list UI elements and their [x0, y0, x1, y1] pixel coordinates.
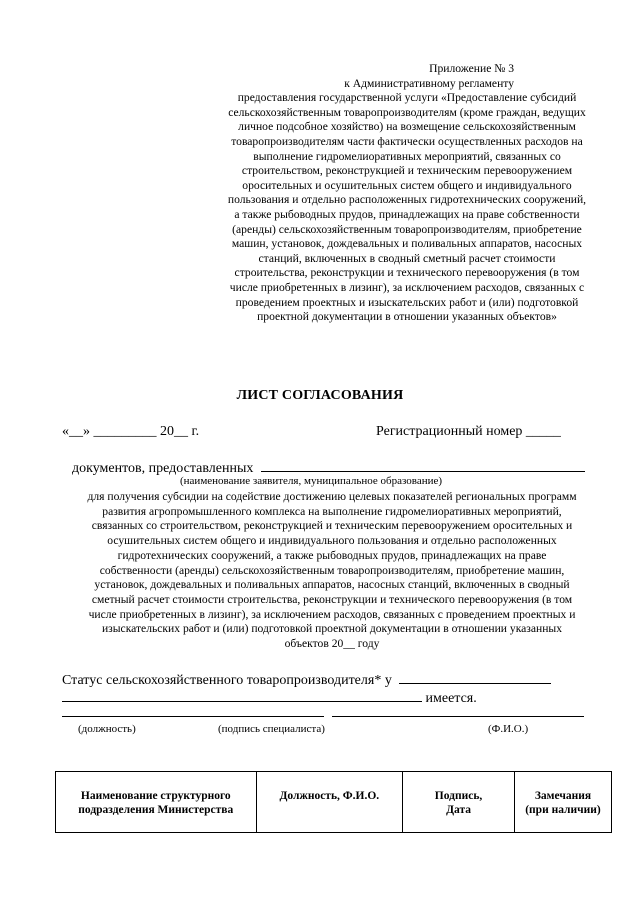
appendix-line: машин, установок, дождевальных и поливальных аппаратов, насосных: [231, 237, 583, 251]
date-field[interactable]: «__» _________ 20__ г.: [62, 424, 200, 439]
header-position-name: [256, 772, 403, 833]
subsidy-description: [52, 490, 612, 652]
appendix-header: [200, 62, 614, 325]
appendix-line: а также рыбоводных прудов, принадлежащих на праве собственности: [234, 207, 580, 221]
applicant-caption: (наименование заявителя, муниципальное образование): [180, 475, 443, 487]
header-text: Наименование структурного: [80, 790, 231, 802]
appendix-line: к Административному регламенту: [344, 76, 514, 90]
body-line: объектов 20__ году: [284, 637, 380, 651]
appendix-line: личное подсобное хозяйство) на возмещение сельскохозяйственным: [238, 120, 576, 134]
document-title: ЛИСТ СОГЛАСОВАНИЯ: [236, 388, 404, 403]
producer-status-row-2: [62, 688, 477, 707]
appendix-line: Приложение № 3: [429, 62, 514, 75]
appendix-line: проведением проектных и изыскательских работ и (или) подготовкой: [235, 295, 579, 309]
header-structural-unit: [56, 772, 257, 833]
approval-table: [55, 771, 612, 833]
appendix-line: станций, включенных в сводный сметный расчет стоимости: [258, 251, 556, 265]
header-text: подразделения Министерства: [78, 804, 234, 816]
applicant-name-input[interactable]: [261, 458, 585, 472]
header-remarks: [514, 772, 611, 833]
position-caption: (должность): [78, 723, 136, 735]
documents-label: документов, предоставленных: [72, 461, 254, 476]
appendix-line: сельскохозяйственным товаропроизводителям (кроме граждан, ведущих: [228, 105, 586, 119]
header-signature-date: [403, 772, 515, 833]
body-line: сметный расчет стоимости строительства, реконструкции и технического перевооружения (в том: [91, 592, 573, 606]
body-line: изыскательских работ и (или) подготовкой проектной документации в отношении указанных: [101, 622, 563, 636]
position-line[interactable]: [62, 716, 324, 717]
header-text: (при наличии): [525, 804, 601, 816]
header-text: Дата: [446, 804, 471, 816]
header-text: Должность, Ф.И.О.: [279, 790, 380, 802]
table-header-row: [56, 772, 612, 833]
appendix-line: числе приобретенных в лизинг), за исключением расходов, связанных с: [229, 280, 585, 294]
body-line: для получения субсидии на содействие достижению целевых показателей региональных программ: [87, 490, 577, 503]
producer-name-input[interactable]: [399, 670, 551, 684]
appendix-line: оросительных и осушительных систем общего и индивидуального: [242, 178, 572, 192]
header-text: Замечания: [534, 790, 592, 802]
appendix-line: выполнение гидромелиоративных мероприятий, связанных со: [253, 149, 561, 163]
appendix-line: (аренды) сельскохозяйственным товаропроизводителям, приобретение: [232, 222, 582, 236]
body-line: собственности (аренды) сельскохозяйственным товаропроизводителям, приобретение машин,: [99, 563, 565, 577]
appendix-line: товаропроизводителям части фактически осуществленных расходов на: [231, 134, 583, 148]
appendix-line: пользования и отдельно расположенных гидротехнических сооружений,: [227, 193, 587, 207]
body-line: осушительных систем общего и индивидуального пользования и отдельно расположенных: [107, 534, 557, 548]
status-label: Статус сельскохозяйственного товаропроизводителя* у: [62, 673, 392, 688]
signature-name-line[interactable]: [332, 716, 584, 717]
body-line: установок, дождевальных и поливальных аппаратов, насосных станций, включенных в сводный: [94, 578, 570, 592]
body-line: связанных со строительством, реконструкцией и техническим перевооружением оросительных и: [91, 519, 573, 533]
header-text: Подпись,: [434, 790, 483, 802]
producer-status-row: [62, 670, 551, 689]
body-line: гидротехнических сооружений, а также рыбоводных прудов, принадлежащих на праве: [117, 548, 547, 562]
appendix-line: строительством, реконструкцией и техническим перевооружением: [241, 164, 573, 178]
producer-status-input[interactable]: [62, 688, 422, 702]
fio-caption: (Ф.И.О.): [488, 723, 529, 735]
appendix-line: строительства, реконструкции и технического перевооружения (в том: [234, 266, 580, 280]
body-line: развития агропромышленного комплекса на выполнение гидромелиоративных мероприятий,: [102, 504, 562, 518]
registration-number-field[interactable]: Регистрационный номер _____: [376, 424, 561, 439]
status-suffix: имеется.: [425, 691, 477, 706]
appendix-line: предоставления государственной услуги «Предоставление субсидий: [237, 91, 577, 105]
body-line: числе приобретенных в лизинг), за исключением расходов, связанных с проведением проектных и: [88, 607, 576, 621]
signature-caption: (подпись специалиста): [218, 723, 325, 735]
appendix-line: проектной документации в отношении указанных объектов»: [257, 310, 557, 324]
